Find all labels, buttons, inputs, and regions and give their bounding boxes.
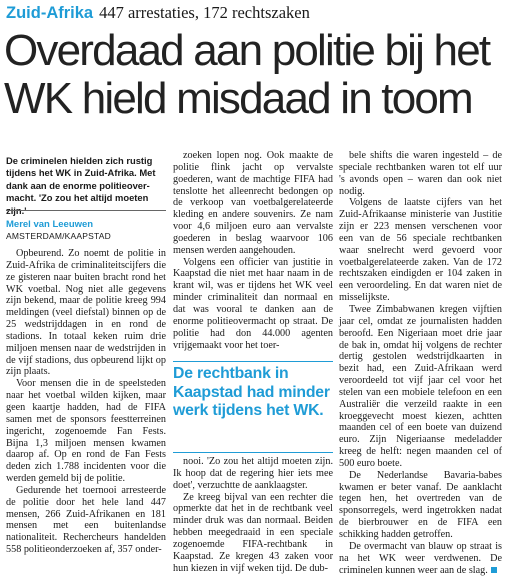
column-2-top bbox=[173, 150, 333, 351]
paragraph: Opbeurend. Zo noemt de politie in Zuid-Afrika de criminaliteitscijfers die ze gisteren naar buiten bracht rond het WK voetbal. Nog niet alle gegevens zijn bekend, maar de politie kreeg 994 meldingen (veel diefstal) binnen op de 25 wedstrijddagen in en rond de stadions. In totaal keken ruim drie miljoen mensen naar de wedstrijden in de vijf stadions, dus opbeurend lijkt op zijn plaats. bbox=[6, 248, 166, 378]
section-label: Zuid-Afrika bbox=[6, 4, 94, 22]
paragraph: Ze kreeg bijval van een rechter die opmerkte dat het in de rechtbank veel minder druk was dan normaal. Beiden hebben meegedraaid in een speciale zogenoemde FIFA-rechtbank in Kaapstad. Ze kregen 43 zaken voor hun kiezen in vijf weken tijd. De dub- bbox=[173, 491, 333, 574]
paragraph: De Nederlandse Bavaria-babes kwamen er beter vanaf. De aanklacht tegen hen, het overtreden van de sponsorregels, werd ingetrokken nadat de bierbrouwer en de FIFA een schikking hadden getroffen. bbox=[339, 469, 502, 540]
paragraph: Voor mensen die in de speelsteden naar het voetbal wilden kijken, maar geen kaartje hadden, had de FIFA samen met de sponsors feestterreinen ingericht, zogenoemde Fan Fests. Bijna 1,3 miljoen mensen kwamen daarop af. Op en rond de Fan Fests deden zich 1.788 incidenten voor die werden gemeld bij de politie. bbox=[6, 378, 166, 485]
kicker-subtitle: 447 arrestaties, 172 rechtszaken bbox=[99, 3, 310, 22]
paragraph: Gedurende het toernooi arresteerde de politie door het hele land 447 mensen, 266 Zuid-Afrikanen en 181 mensen met een buitenlandse nationaliteit. Rechercheurs handelden 558 politieonderzoeken af, 357 onder- bbox=[6, 484, 166, 556]
paragraph: Twee Zimbabwanen kregen vijftien jaar cel, omdat ze journalisten hadden beroofd. Een Nigeriaan moet drie jaar de bak in, omdat hij volgens de rechter dertig gestolen wedstrijdkaarten in bezit had, een Zuid-Afrikaan werd veroordeeld tot vijf jaar cel voor het stelen van een mobiele telefoon en een Australiër die verzeild raakte in een kroeggevecht moest kiezen, achtten maanden cel of een boete van duizend euro. Zijn Nigeriaanse medeladder kreeg de helft: negen maanden cel of 500 euro boete. bbox=[339, 303, 502, 469]
headline: Overdaad aan politie bij het WK hield misdaad in toom bbox=[4, 26, 490, 123]
column-1 bbox=[6, 248, 166, 556]
pullquote: De rechtbank in Kaapstad had minder werk tijdens het WK. bbox=[173, 365, 330, 419]
paragraph: zoeken lopen nog. Ook maakte de politie flink jacht op vervalste goederen, want de machtige FIFA had tenslotte het alleenrecht bedongen op de verkoop van voetbalgerelateerde kleding en andere souvenirs. Ze nam voor 4,6 miljoen euro aan vervalste goederen in beslag waarvoor 106 mensen werden aangehouden. bbox=[173, 150, 333, 256]
paragraph: bele shifts die waren ingesteld – de speciale rechtbanken waren tot elf uur 's avonds open – waren dan ook niet nodig. bbox=[339, 150, 502, 197]
author-name: Merel van Leeuwen bbox=[6, 219, 94, 230]
column-3 bbox=[339, 150, 502, 576]
kicker bbox=[6, 3, 310, 23]
end-mark-icon bbox=[491, 567, 497, 573]
byline-divider bbox=[6, 210, 166, 211]
paragraph bbox=[339, 541, 502, 577]
dateline: AMSTERDAM/KAAPSTAD bbox=[6, 231, 111, 241]
paragraph: Volgens een officier van justitie in Kaapstad die niet met haar naam in de krant wil, was er tijdens het WK veel minder criminaliteit dan normaal en dat was vooral te danken aan de enorme politieovermacht op straat. De politie had don 44.000 agenten vrijgemaakt voor het toer- bbox=[173, 256, 333, 351]
paragraph: nooi. 'Zo zou het altijd moeten zijn. Ik hoop dat de regering hier iets mee doet', verzuchtte de aanklaagster. bbox=[173, 456, 333, 491]
column-2-bottom bbox=[173, 456, 333, 574]
paragraph: Volgens de laatste cijfers van het Zuid-Afrikaanse ministerie van Justitie zijn er 223 mensen verschenen voor een van de 56 speciale rechtbanken waar snelrecht werd gevoerd voor voetbalgerelateerde zaken. Van de 172 rechtszaken eindigden er 104 zaken in een veroordeling. En dat waren niet de misselijkste. bbox=[339, 197, 502, 304]
closing-text: De overmacht van blauw op straat is na het WK weer verdwenen. De criminelen kunnen weer aan de slag. bbox=[339, 540, 502, 576]
lead-paragraph: De criminelen hielden zich rustig tijdens het WK in Zuid-Afrika. Met dank aan de enorme politieover-macht. 'Zo zou het altijd moeten zijn.' bbox=[6, 155, 156, 216]
